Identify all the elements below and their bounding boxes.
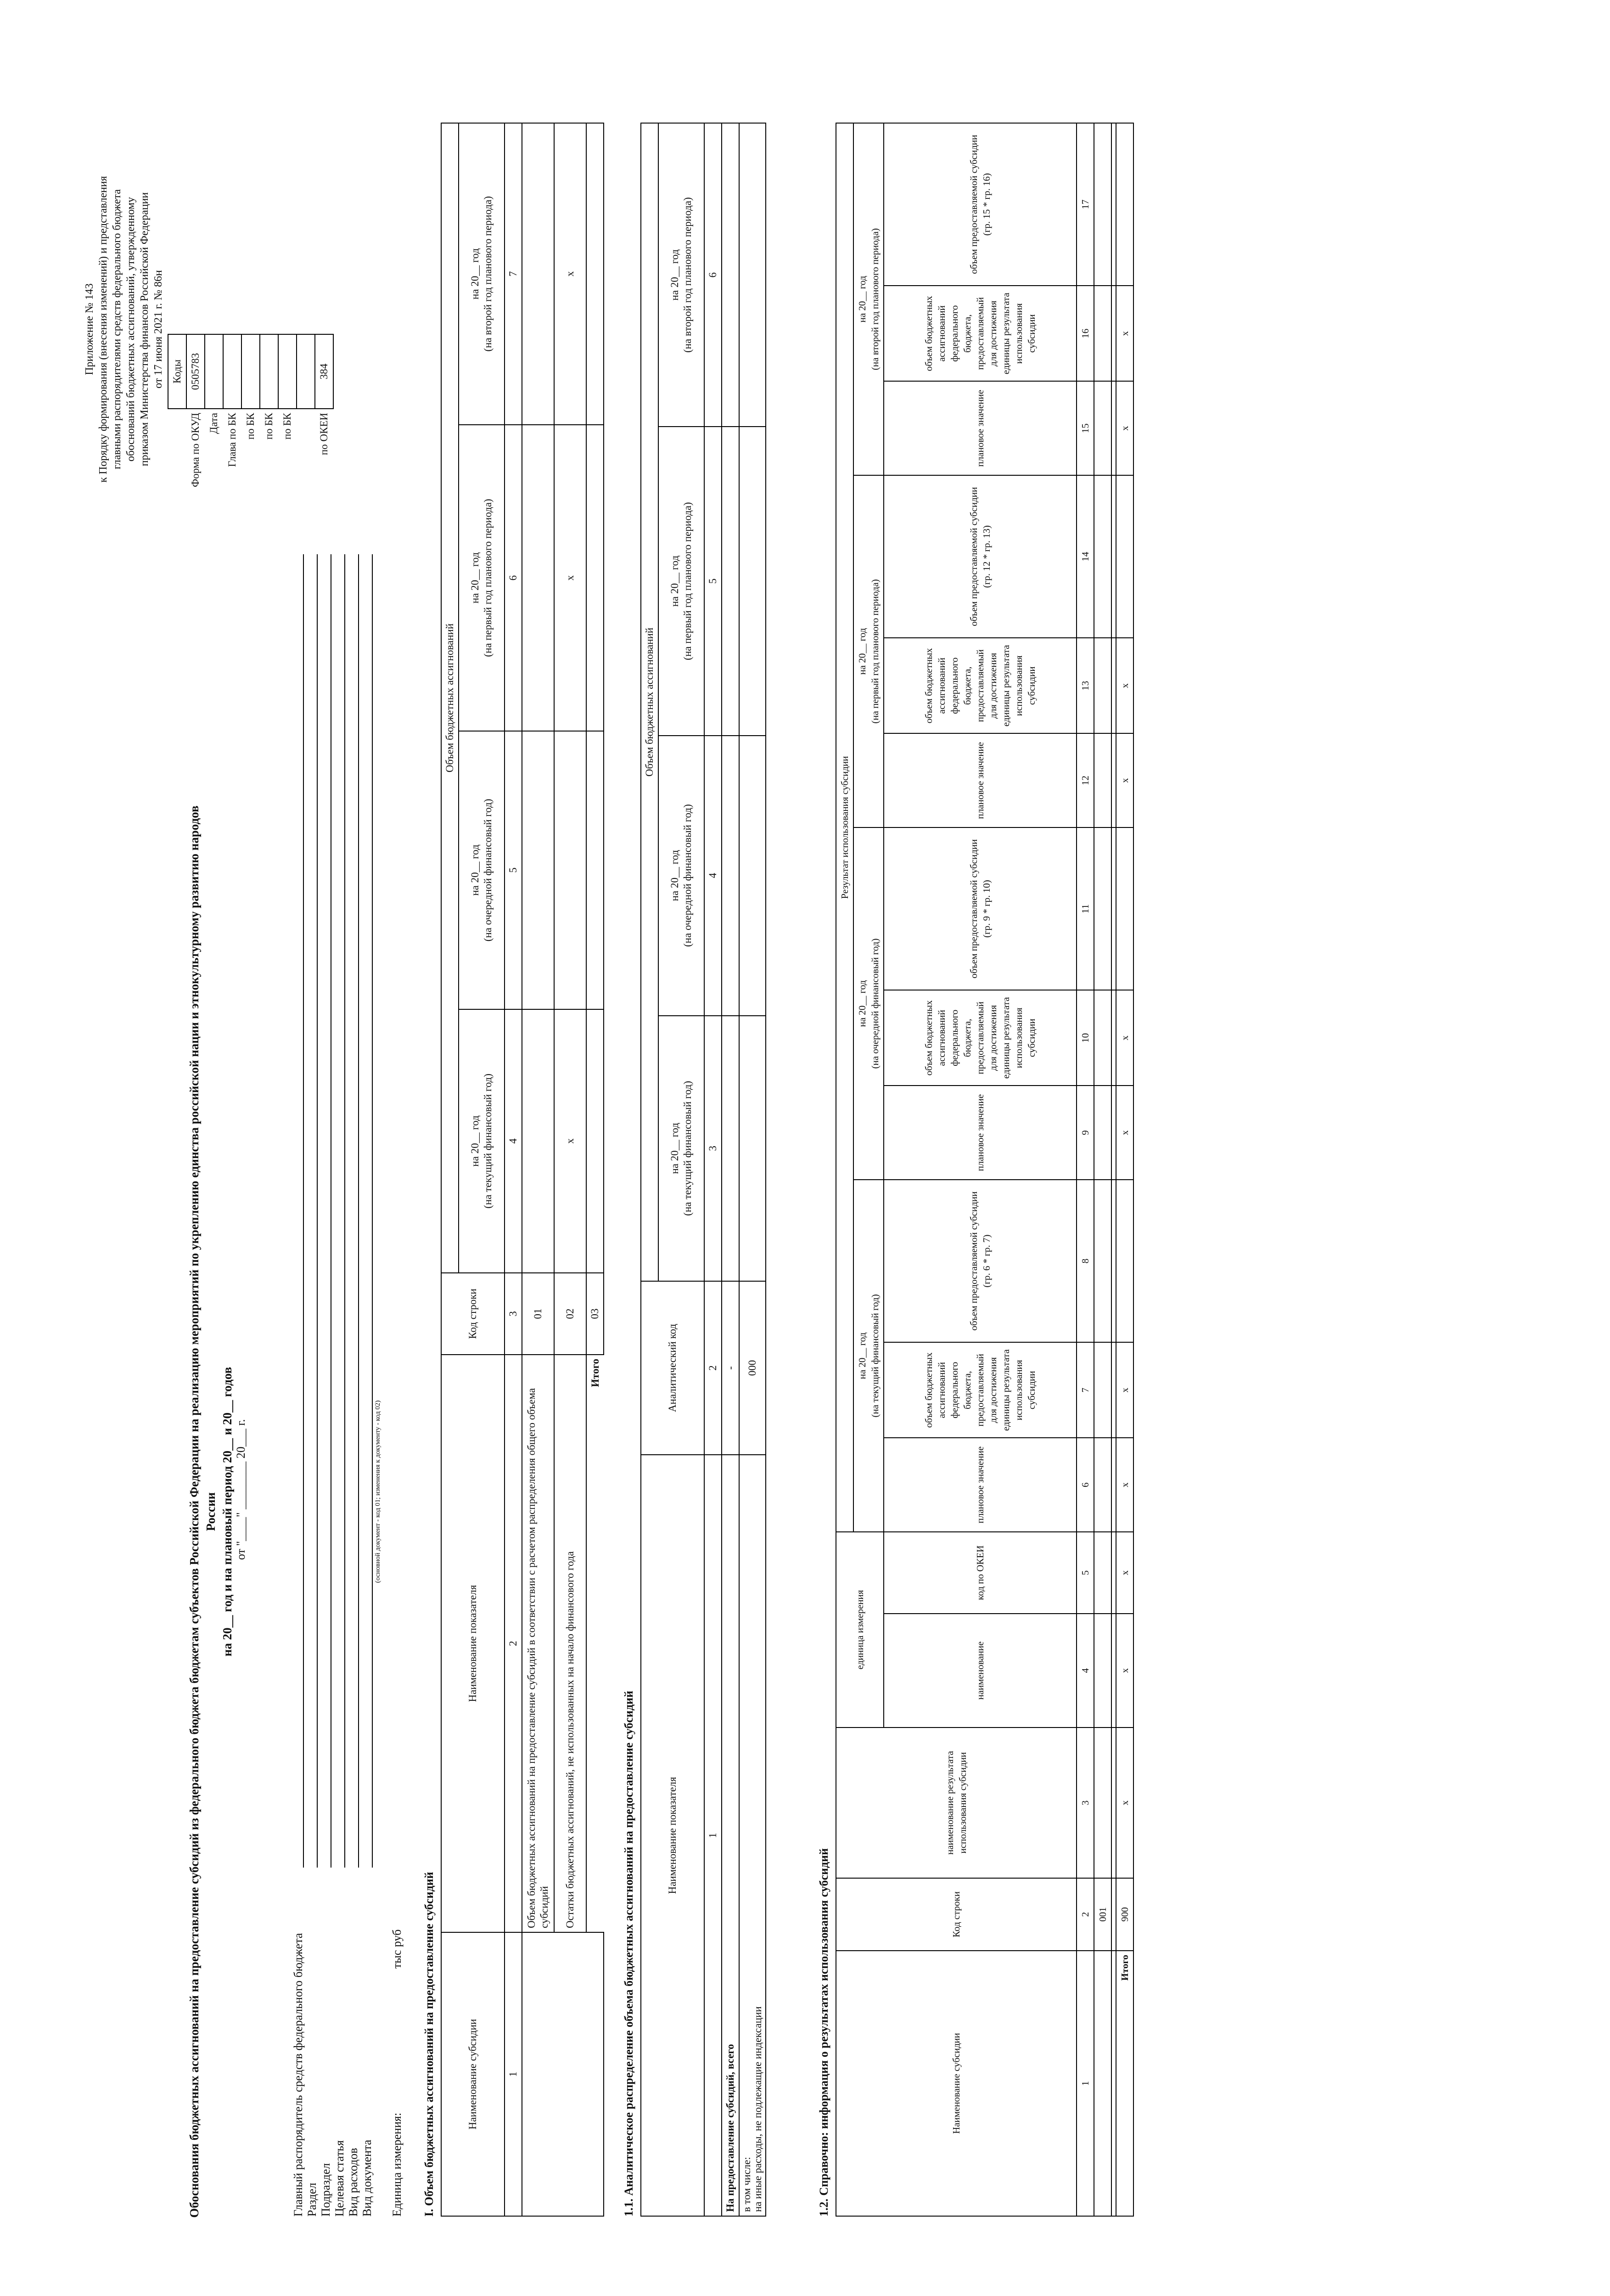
col-header: плановое значение bbox=[884, 1438, 1077, 1532]
code-label: Дата bbox=[208, 413, 219, 434]
col-header: Наименование субсидии bbox=[441, 1932, 505, 2216]
col-number: 15 bbox=[1077, 381, 1094, 475]
year-note: (на второй год планового периода) bbox=[682, 197, 693, 353]
indicator-name: в том числе: bbox=[741, 2157, 752, 2212]
col-number: 1 bbox=[505, 1932, 522, 2216]
col-number: 3 bbox=[1077, 1728, 1094, 1878]
group-header: Результат использования субсидии bbox=[836, 123, 853, 1532]
indicator-name: Объем бюджетных ассигнований на предоставление субсидий в соответствии с расчетом распределения общего объема субсидий bbox=[522, 1355, 554, 1932]
rotated-form-sheet bbox=[69, 63, 1552, 2235]
col-header: Наименование субсидии bbox=[836, 1951, 1077, 2216]
col-header: объем предоставляемой субсидии bbox=[968, 1191, 979, 1331]
formula-note: (гр. 15 * гр. 16) bbox=[981, 173, 992, 236]
x-cell: x bbox=[1116, 638, 1133, 733]
appendix-line: главными распорядителями средств федерального бюджета bbox=[111, 189, 123, 469]
year-note: (на первый год планового периода) bbox=[682, 502, 693, 660]
table-cell bbox=[522, 425, 554, 731]
col-number: 9 bbox=[1077, 1086, 1094, 1180]
year-note: (на текущий финансовый год) bbox=[682, 1080, 693, 1216]
appendix-line: приказом Министерства финансов Российской Федерации bbox=[139, 192, 151, 467]
year-note: (на первый год планового периода) bbox=[870, 579, 881, 724]
code-label: Глава по БК bbox=[226, 413, 238, 467]
table-cell bbox=[522, 731, 554, 1009]
year-label: на 20__ год bbox=[469, 552, 481, 604]
code-label: Форма по ОКУД bbox=[190, 413, 201, 487]
table-cell: x bbox=[554, 1009, 586, 1273]
col-header: плановое значение bbox=[884, 381, 1077, 475]
col-number: 10 bbox=[1077, 990, 1094, 1086]
formula-note: (гр. 6 * гр. 7) bbox=[981, 1234, 992, 1288]
col-header: Наименование показателя bbox=[441, 1355, 505, 1932]
code-label bbox=[297, 409, 315, 527]
col-header: код по ОКЕИ bbox=[884, 1532, 1077, 1614]
year-note: (на первый год планового периода) bbox=[482, 499, 494, 657]
col-number: 4 bbox=[1077, 1614, 1094, 1728]
field-label: Главный распорядитель средств федерального бюджета bbox=[292, 1933, 305, 2217]
col-number: 17 bbox=[1077, 123, 1094, 286]
code-label: по БК bbox=[281, 413, 293, 440]
col-header: Код строки bbox=[836, 1878, 1077, 1951]
year-label: на 20__ год bbox=[857, 628, 868, 675]
col-number: 8 bbox=[1077, 1180, 1094, 1342]
col-number: 3 bbox=[505, 1273, 522, 1355]
year-note: (на очередной финансовый год) bbox=[682, 804, 693, 947]
appendix-header bbox=[83, 81, 165, 577]
year-label: на 20__ год bbox=[669, 850, 680, 901]
table-cell bbox=[554, 731, 586, 1009]
col-header: объем бюджетных ассигнований федерального бюджета, предоставляемый для достижения единицы результата использования субсидии bbox=[884, 1342, 1077, 1438]
col-number: 6 bbox=[704, 123, 722, 427]
title-line: Обоснования бюджетных ассигнований на предоставление субсидий из федерального бюджета бюджетам субъектов Российской Федерации на реализацию мероприятий по укреплению единства российской нации и этнокультурному развитию народов России bbox=[187, 805, 218, 2218]
codes-header: Коды bbox=[168, 334, 186, 409]
document-title bbox=[186, 788, 236, 2235]
year-label: на 20__ год bbox=[857, 276, 868, 323]
doc-type-note: (основной документ - код 01; изменения к документу - код 02) bbox=[374, 1400, 381, 1583]
col-header: наименование bbox=[884, 1614, 1077, 1728]
col-header: объем бюджетных ассигнований федерального бюджета, предоставляемый для достижения единицы результата использования субсидии bbox=[884, 638, 1077, 733]
code-value bbox=[297, 334, 315, 409]
code-value bbox=[241, 334, 260, 409]
col-number: 7 bbox=[505, 123, 522, 425]
col-header: объем предоставляемой субсидии bbox=[968, 135, 979, 274]
code-label: по ОКЕИ bbox=[318, 413, 330, 456]
col-header: наименование результата использования субсидии bbox=[836, 1728, 1077, 1878]
year-label: на 20__ год bbox=[469, 1115, 481, 1167]
section1-table bbox=[441, 123, 604, 2217]
row-code: 03 bbox=[586, 1273, 604, 1355]
group-header: Объем бюджетных ассигнований bbox=[441, 123, 459, 1273]
year-label: на 20__ год bbox=[469, 248, 481, 300]
field-line bbox=[344, 554, 345, 1868]
year-note: (на текущий финансовый год) bbox=[870, 1294, 881, 1418]
analytic-code: - bbox=[722, 1281, 739, 1455]
field-label: Подраздел bbox=[319, 2163, 332, 2217]
year-label: на 20__ год bbox=[669, 249, 680, 301]
x-cell: x bbox=[1116, 1532, 1133, 1614]
table-cell: x bbox=[554, 123, 586, 425]
code-value: 0505783 bbox=[186, 334, 205, 409]
col-number: 4 bbox=[704, 736, 722, 1016]
col-number: 13 bbox=[1077, 638, 1094, 733]
x-cell: x bbox=[1116, 1342, 1133, 1438]
col-number: 2 bbox=[505, 1355, 522, 1932]
col-number: 5 bbox=[505, 731, 522, 1009]
row-code: 900 bbox=[1116, 1878, 1133, 1951]
col-number: 1 bbox=[1077, 1951, 1094, 2216]
title-line: на 20__ год и на плановый период 20__ и 20__ годов bbox=[220, 1367, 234, 1657]
col-number: 2 bbox=[1077, 1878, 1094, 1951]
section1-title: I. Объем бюджетных ассигнований на предоставление субсидий bbox=[422, 1872, 436, 2217]
col-number: 7 bbox=[1077, 1342, 1094, 1438]
x-cell: x bbox=[1116, 990, 1133, 1086]
year-note: (на очередной финансовый год) bbox=[482, 799, 494, 942]
unit-value: тыс руб bbox=[390, 1929, 404, 1969]
field-line bbox=[358, 554, 359, 1868]
year-note: (на текущий финансовый год) bbox=[482, 1073, 494, 1209]
table-cell: x bbox=[554, 425, 586, 731]
col-number: 14 bbox=[1077, 475, 1094, 638]
analytic-code: 000 bbox=[739, 1281, 766, 1455]
year-label: на 20__ год bbox=[469, 844, 481, 896]
unit-label: Единица измерения: bbox=[390, 2112, 404, 2217]
x-cell: x bbox=[1116, 1728, 1133, 1878]
year-note: (на второй год планового периода) bbox=[870, 228, 881, 371]
col-number: 6 bbox=[505, 425, 522, 731]
field-label: Раздел bbox=[305, 2183, 319, 2217]
col-number: 1 bbox=[704, 1455, 722, 2216]
col-number: 5 bbox=[1077, 1532, 1094, 1614]
col-number: 2 bbox=[704, 1281, 722, 1455]
total-label: Итого bbox=[1116, 1951, 1133, 2216]
section11-title: 1.1. Аналитическое распределение объема бюджетных ассигнований на предоставление субсидий bbox=[622, 1690, 635, 2217]
row-code: 001 bbox=[1094, 1878, 1111, 1951]
code-value bbox=[260, 334, 278, 409]
col-number: 3 bbox=[704, 1016, 722, 1281]
x-cell: x bbox=[1116, 381, 1133, 475]
col-header: единица измерения bbox=[836, 1532, 884, 1728]
total-label: Итого bbox=[586, 1355, 604, 1932]
col-header: объем бюджетных ассигнований федерального бюджета, предоставляемый для достижения единицы результата использования субсидии bbox=[884, 286, 1077, 381]
table-cell bbox=[522, 123, 554, 425]
col-number: 5 bbox=[704, 427, 722, 735]
indicator-name: На предоставление субсидий, всего bbox=[722, 1455, 739, 2216]
x-cell: x bbox=[1116, 733, 1133, 827]
indicator-name: на иные расходы, не подлежащие индексации bbox=[752, 2006, 763, 2212]
indicator-name: Остатки бюджетных ассигнований, не использованных на начало финансового года bbox=[554, 1355, 586, 1932]
year-label: на 20__ год bbox=[857, 980, 868, 1027]
col-header: Наименование показателя bbox=[641, 1455, 704, 2216]
code-value bbox=[205, 334, 223, 409]
field-label: Целевая статья bbox=[333, 2140, 346, 2217]
col-number: 6 bbox=[1077, 1438, 1094, 1532]
col-header: объем предоставляемой субсидии bbox=[968, 839, 979, 979]
field-line bbox=[303, 554, 304, 1868]
code-label: по БК bbox=[245, 413, 256, 440]
year-label: на 20__ год bbox=[669, 1123, 680, 1174]
col-number: 16 bbox=[1077, 286, 1094, 381]
code-value: 384 bbox=[315, 334, 333, 409]
formula-note: (гр. 9 * гр. 10) bbox=[981, 880, 992, 938]
code-value bbox=[278, 334, 297, 409]
x-cell: x bbox=[1116, 1438, 1133, 1532]
codes-table bbox=[168, 334, 334, 527]
section12-table bbox=[836, 123, 1134, 2217]
code-label: по БК bbox=[263, 413, 275, 440]
year-label: на 20__ год bbox=[669, 555, 680, 607]
row-code: 02 bbox=[554, 1273, 586, 1355]
col-number: 4 bbox=[505, 1009, 522, 1273]
group-header: Объем бюджетных ассигнований bbox=[641, 123, 658, 1281]
year-note: (на очередной финансовый год) bbox=[870, 938, 881, 1069]
field-label: Вид расходов bbox=[347, 2148, 360, 2217]
appendix-line: обоснований бюджетных ассигнований, утвержденному bbox=[125, 197, 137, 461]
appendix-line: от 17 июня 2021 г. № 86н bbox=[152, 270, 164, 388]
field-line bbox=[317, 554, 318, 1868]
x-cell: x bbox=[1116, 1086, 1133, 1180]
field-label: Вид документа bbox=[360, 2139, 374, 2217]
col-header: объем бюджетных ассигнований федерального бюджета, предоставляемый для достижения единицы результата использования субсидии bbox=[884, 990, 1077, 1086]
col-header: Аналитический код bbox=[641, 1281, 704, 1455]
section11-table bbox=[640, 123, 766, 2217]
formula-note: (гр. 12 * гр. 13) bbox=[981, 525, 992, 588]
col-header: Код строки bbox=[441, 1273, 505, 1355]
x-cell: x bbox=[1116, 286, 1133, 381]
appendix-line: Приложение № 143 bbox=[84, 283, 95, 375]
date-line: от "____" ________ 20___ г. bbox=[234, 1419, 247, 1560]
col-number: 12 bbox=[1077, 733, 1094, 827]
col-header: плановое значение bbox=[884, 1086, 1077, 1180]
table-cell bbox=[522, 1009, 554, 1273]
row-code: 01 bbox=[522, 1273, 554, 1355]
year-note: (на второй год планового периода) bbox=[482, 196, 494, 352]
year-label: на 20__ год bbox=[857, 1332, 868, 1379]
col-header: плановое значение bbox=[884, 733, 1077, 827]
code-value bbox=[223, 334, 241, 409]
x-cell: x bbox=[1116, 1614, 1133, 1728]
col-number: 11 bbox=[1077, 827, 1094, 990]
field-line bbox=[372, 554, 373, 1868]
appendix-line: к Порядку формирования (внесения изменений) и представления bbox=[97, 176, 109, 483]
col-header: объем предоставляемой субсидии bbox=[968, 487, 979, 626]
section12-title: 1.2. Справочно: информация о результатах использования субсидий bbox=[817, 1848, 830, 2217]
